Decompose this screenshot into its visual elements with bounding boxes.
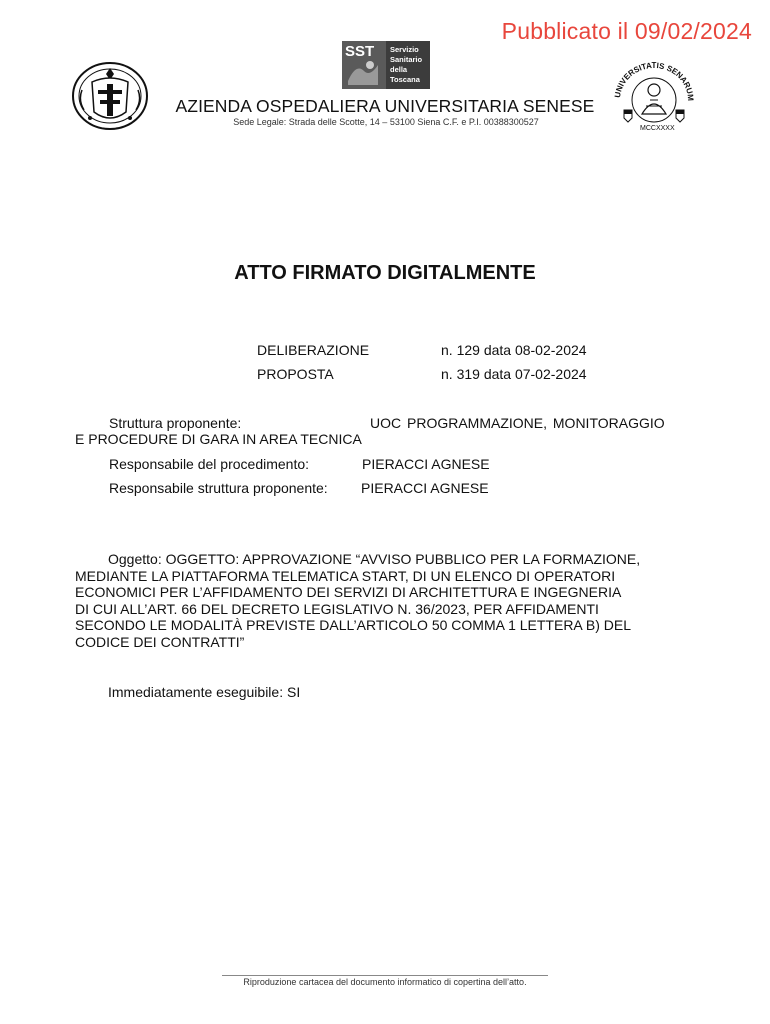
oggetto-line: SECONDO LE MODALITÀ PREVISTE DALL’ARTICOLO 50 COMMA 1 LETTERA B) DEL xyxy=(75,617,632,633)
oggetto-block xyxy=(75,551,705,650)
resp-procedimento-label: Responsabile del procedimento: xyxy=(109,456,310,472)
proposta-value: n. 319 data 07-02-2024 xyxy=(441,366,587,382)
oggetto-line: MEDIANTE LA PIATTAFORMA TELEMATICA START, DI UN ELENCO DI OPERATORI xyxy=(75,567,616,584)
struttura-value-line1: UOC PROGRAMMAZIONE, MONITORAGGIO xyxy=(370,415,665,431)
resp-procedimento-value: PIERACCI AGNESE xyxy=(362,456,490,472)
deliberazione-label: DELIBERAZIONE xyxy=(257,342,370,358)
deliberazione-value: n. 129 data 08-02-2024 xyxy=(441,342,587,358)
struttura-label: Struttura proponente: xyxy=(109,415,242,431)
organization-address: Sede Legale: Strada delle Scotte, 14 – 53100 Siena C.F. e P.I. 00388300527 xyxy=(233,117,539,127)
struttura-value-line2: E PROCEDURE DI GARA IN AREA TECNICA xyxy=(75,431,362,447)
oggetto-line: Oggetto: OGGETTO: APPROVAZIONE “AVVISO PUBBLICO PER LA FORMAZIONE, xyxy=(108,551,641,567)
resp-struttura-value: PIERACCI AGNESE xyxy=(361,480,489,496)
immediatamente-eseguibile: Immediatamente eseguibile: SI xyxy=(108,684,301,700)
sst-abbr: SST xyxy=(345,43,375,60)
document-title: ATTO FIRMATO DIGITALMENTE xyxy=(234,262,536,284)
organization-name: AZIENDA OSPEDALIERA UNIVERSITARIA SENESE xyxy=(175,96,595,116)
publication-stamp: Pubblicato il 09/02/2024 xyxy=(501,18,752,44)
sst-logo xyxy=(342,41,430,89)
sst-line3: della xyxy=(390,65,408,74)
oggetto-line: ECONOMICI PER L’AFFIDAMENTO DEI SERVIZI DI ARCHITETTURA E INGEGNERIA xyxy=(75,584,622,600)
seal-year: MCCXXXX xyxy=(640,125,675,132)
sst-line4: Toscana xyxy=(390,75,420,84)
sst-line2: Sanitario xyxy=(390,55,423,64)
oggetto-line: CODICE DEI CONTRATTI” xyxy=(75,633,245,650)
resp-struttura-label: Responsabile struttura proponente: xyxy=(109,480,328,496)
proposta-label: PROPOSTA xyxy=(257,366,334,382)
sst-line1: Servizio xyxy=(390,45,419,54)
svg-text:UNIVERSITATIS SENARUM: UNIVERSITATIS SENARUM xyxy=(613,60,696,102)
oggetto-line: DI CUI ALL’ART. 66 DEL DECRETO LEGISLATIVO N. 36/2023, PER AFFIDAMENTI xyxy=(75,600,599,617)
footer-note: Riproduzione cartacea del documento informatico di copertina dell’atto. xyxy=(222,975,548,987)
